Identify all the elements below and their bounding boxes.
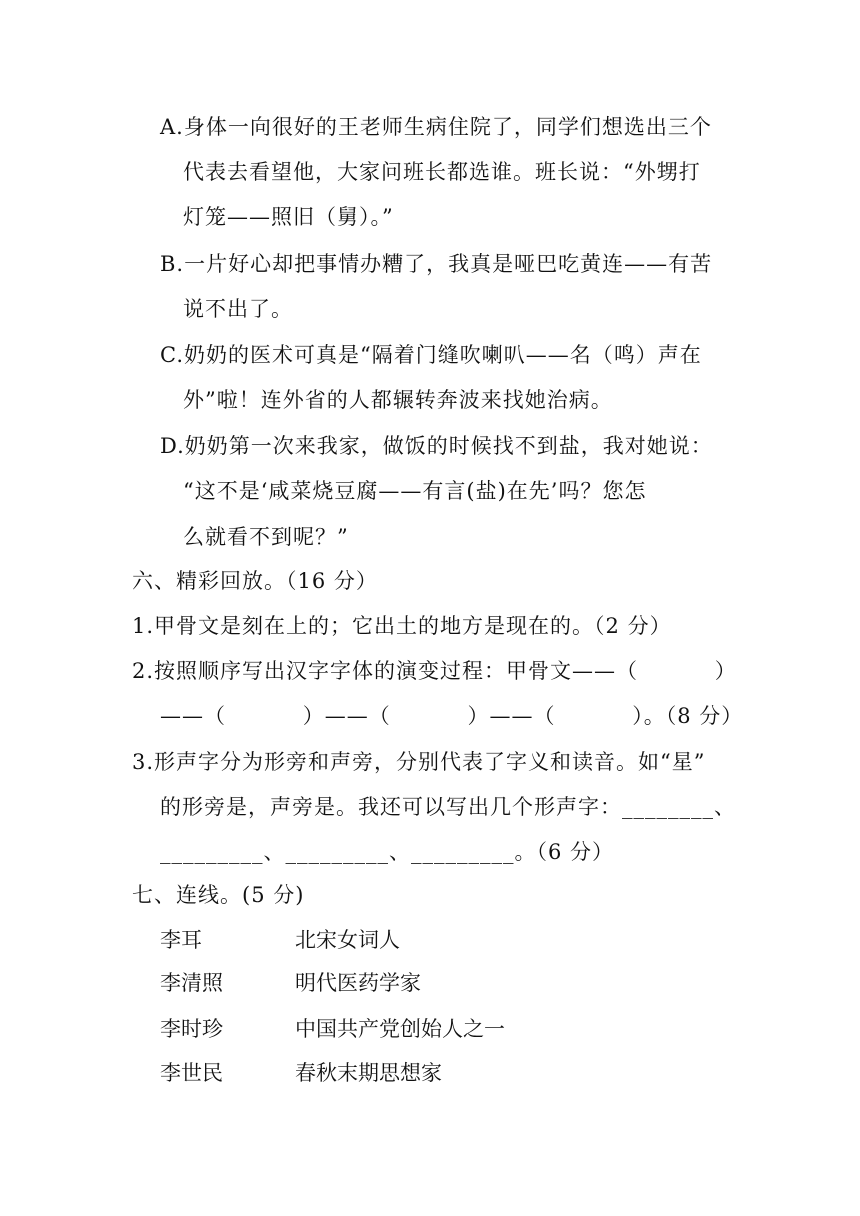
option-c-line-2: 外”啦！连外省的人都辗转奔波来找她治病。 <box>183 388 613 412</box>
option-b-line-1: B.一片好心却把事情办糟了，我真是哑巴吃黄连——有苦 <box>160 252 713 276</box>
match-left-item[interactable]: 李耳 <box>160 928 202 952</box>
option-d-line-3: 么就看不到呢？” <box>183 525 349 549</box>
match-right-item[interactable]: 中国共产党创始人之一 <box>295 1017 505 1041</box>
section-6-question-3-line-3: _________、_________、_________。（6 分） <box>160 840 615 864</box>
section-6-question-3-line-1: 3.形声字分为形旁和声旁，分别代表了字义和读音。如“星” <box>132 750 706 774</box>
option-c-line-1: C.奶奶的医术可真是“隔着门缝吹喇叭——名（鸣）声在 <box>160 343 702 367</box>
section-7-heading: 七、连线。(5 分) <box>132 883 305 907</box>
section-6-question-2-line-2: ——（ ）——（ ）——（ ）。（8 分） <box>160 704 744 728</box>
match-left-item[interactable]: 李时珍 <box>160 1017 223 1041</box>
match-right-item[interactable]: 北宋女词人 <box>295 928 400 952</box>
match-right-item[interactable]: 春秋末期思想家 <box>295 1061 442 1085</box>
option-d-line-2: “这不是‘咸菜烧豆腐——有言(盐)在先’吗？您怎 <box>183 479 647 503</box>
section-6-heading: 六、精彩回放。（16 分） <box>132 569 378 593</box>
section-6-question-2-line-1: 2.按照顺序写出汉字字体的演变过程：甲骨文——（ ） <box>132 659 737 683</box>
match-left-item[interactable]: 李世民 <box>160 1061 223 1085</box>
section-6-question-3-line-2: 的形旁是，声旁是。我还可以写出几个形声字：________、 <box>160 795 736 819</box>
option-d-line-1: D.奶奶第一次来我家，做饭的时候找不到盐，我对她说： <box>160 434 713 458</box>
option-a-line-3: 灯笼——照旧（舅）。” <box>183 205 394 229</box>
section-6-question-1: 1.甲骨文是刻在上的；它出土的地方是现在的。（2 分） <box>132 614 672 638</box>
match-left-item[interactable]: 李清照 <box>160 971 223 995</box>
option-a-line-1: A.身体一向很好的王老师生病住院了，同学们想选出三个 <box>160 115 712 139</box>
match-right-item[interactable]: 明代医药学家 <box>295 971 421 995</box>
option-a-line-2: 代表去看望他，大家问班长都选谁。班长说：“外甥打 <box>183 160 701 184</box>
option-b-line-2: 说不出了。 <box>183 297 293 321</box>
